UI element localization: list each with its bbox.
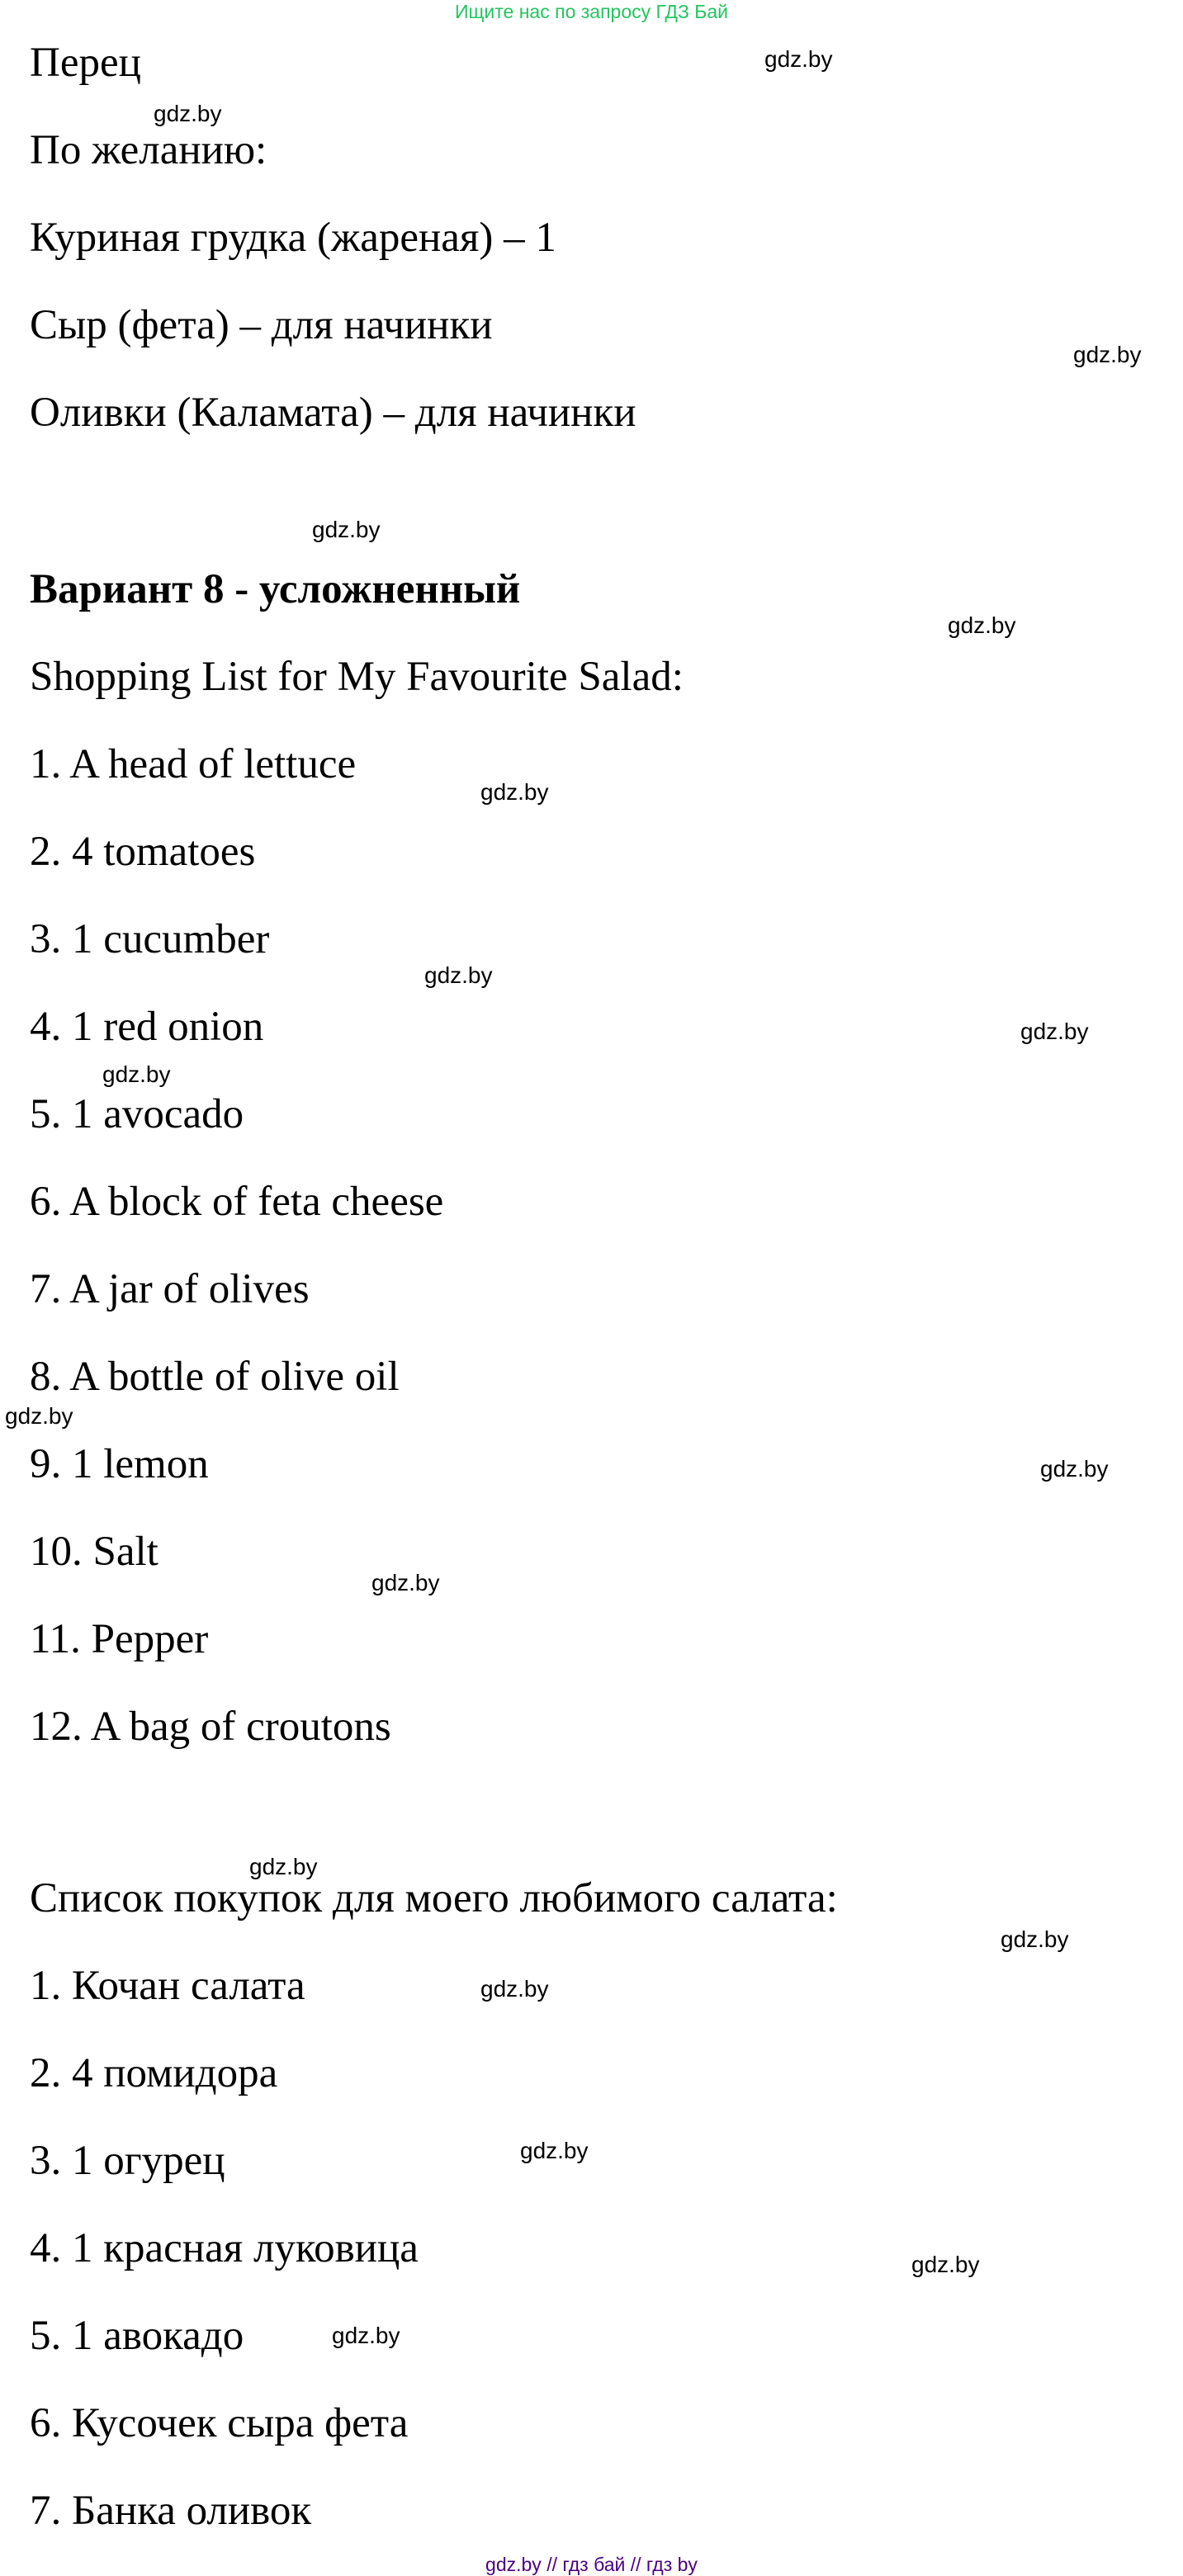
list-item: 5. 1 авокадо <box>30 2313 244 2359</box>
list-item: 5. 1 avocado <box>30 1091 244 1137</box>
list-item: 6. A block of feta cheese <box>30 1179 444 1225</box>
watermark: gdz.by <box>5 1403 73 1429</box>
watermark: gdz.by <box>371 1570 440 1595</box>
list-item: 3. 1 огурец <box>30 2138 225 2184</box>
watermark: gdz.by <box>948 612 1016 638</box>
watermark: gdz.by <box>154 101 222 126</box>
watermark: gdz.by <box>1020 1019 1089 1044</box>
list-item: 11. Pepper <box>30 1616 209 1662</box>
line-chicken: Куриная грудка (жареная) – 1 <box>30 215 556 261</box>
section-heading: Вариант 8 - усложненный <box>30 566 521 612</box>
line-pepper: Перец <box>30 40 141 86</box>
line-optional: По желанию: <box>30 127 267 173</box>
watermark: gdz.by <box>1040 1456 1109 1482</box>
footer: gdz.by // гдз бай // гдз by <box>485 2554 698 2575</box>
list-item: 9. 1 lemon <box>30 1441 209 1487</box>
list-item: 4. 1 red onion <box>30 1004 264 1050</box>
list-item: 1. A head of lettuce <box>30 741 357 787</box>
shopping-list-title: Shopping List for My Favourite Salad: <box>30 654 684 700</box>
list-item: 6. Кусочек сыра фета <box>30 2400 409 2446</box>
list-item: 1. Кочан салата <box>30 1963 305 2009</box>
list-item: 2. 4 tomatoes <box>30 829 256 875</box>
watermark: gdz.by <box>312 517 381 542</box>
watermark: gdz.by <box>102 1061 171 1087</box>
watermark: gdz.by <box>764 46 833 72</box>
watermark: gdz.by <box>249 1854 318 1879</box>
list-item: 7. A jar of olives <box>30 1266 310 1312</box>
list-item: 2. 4 помидора <box>30 2050 278 2096</box>
top-banner: Ищите нас по запросу ГДЗ Бай <box>454 1 729 22</box>
list-item: 3. 1 cucumber <box>30 916 270 962</box>
line-cheese: Сыр (фета) – для начинки <box>30 302 493 348</box>
list-item: 8. A bottle of olive oil <box>30 1354 400 1400</box>
list-item: 12. A bag of croutons <box>30 1704 391 1750</box>
watermark: gdz.by <box>480 1976 549 2002</box>
list-item: 7. Банка оливок <box>30 2488 312 2534</box>
watermark: gdz.by <box>1073 342 1142 367</box>
russian-list-title: Список покупок для моего любимого салата: <box>30 1875 838 1921</box>
watermark: gdz.by <box>480 779 549 805</box>
watermark: gdz.by <box>520 2138 589 2163</box>
line-olives: Оливки (Каламата) – для начинки <box>30 390 636 436</box>
watermark: gdz.by <box>332 2323 400 2348</box>
list-item: 10. Salt <box>30 1529 159 1575</box>
list-item: 4. 1 красная луковица <box>30 2225 419 2271</box>
watermark: gdz.by <box>1001 1926 1069 1952</box>
watermark: gdz.by <box>424 962 493 988</box>
watermark: gdz.by <box>911 2252 980 2277</box>
